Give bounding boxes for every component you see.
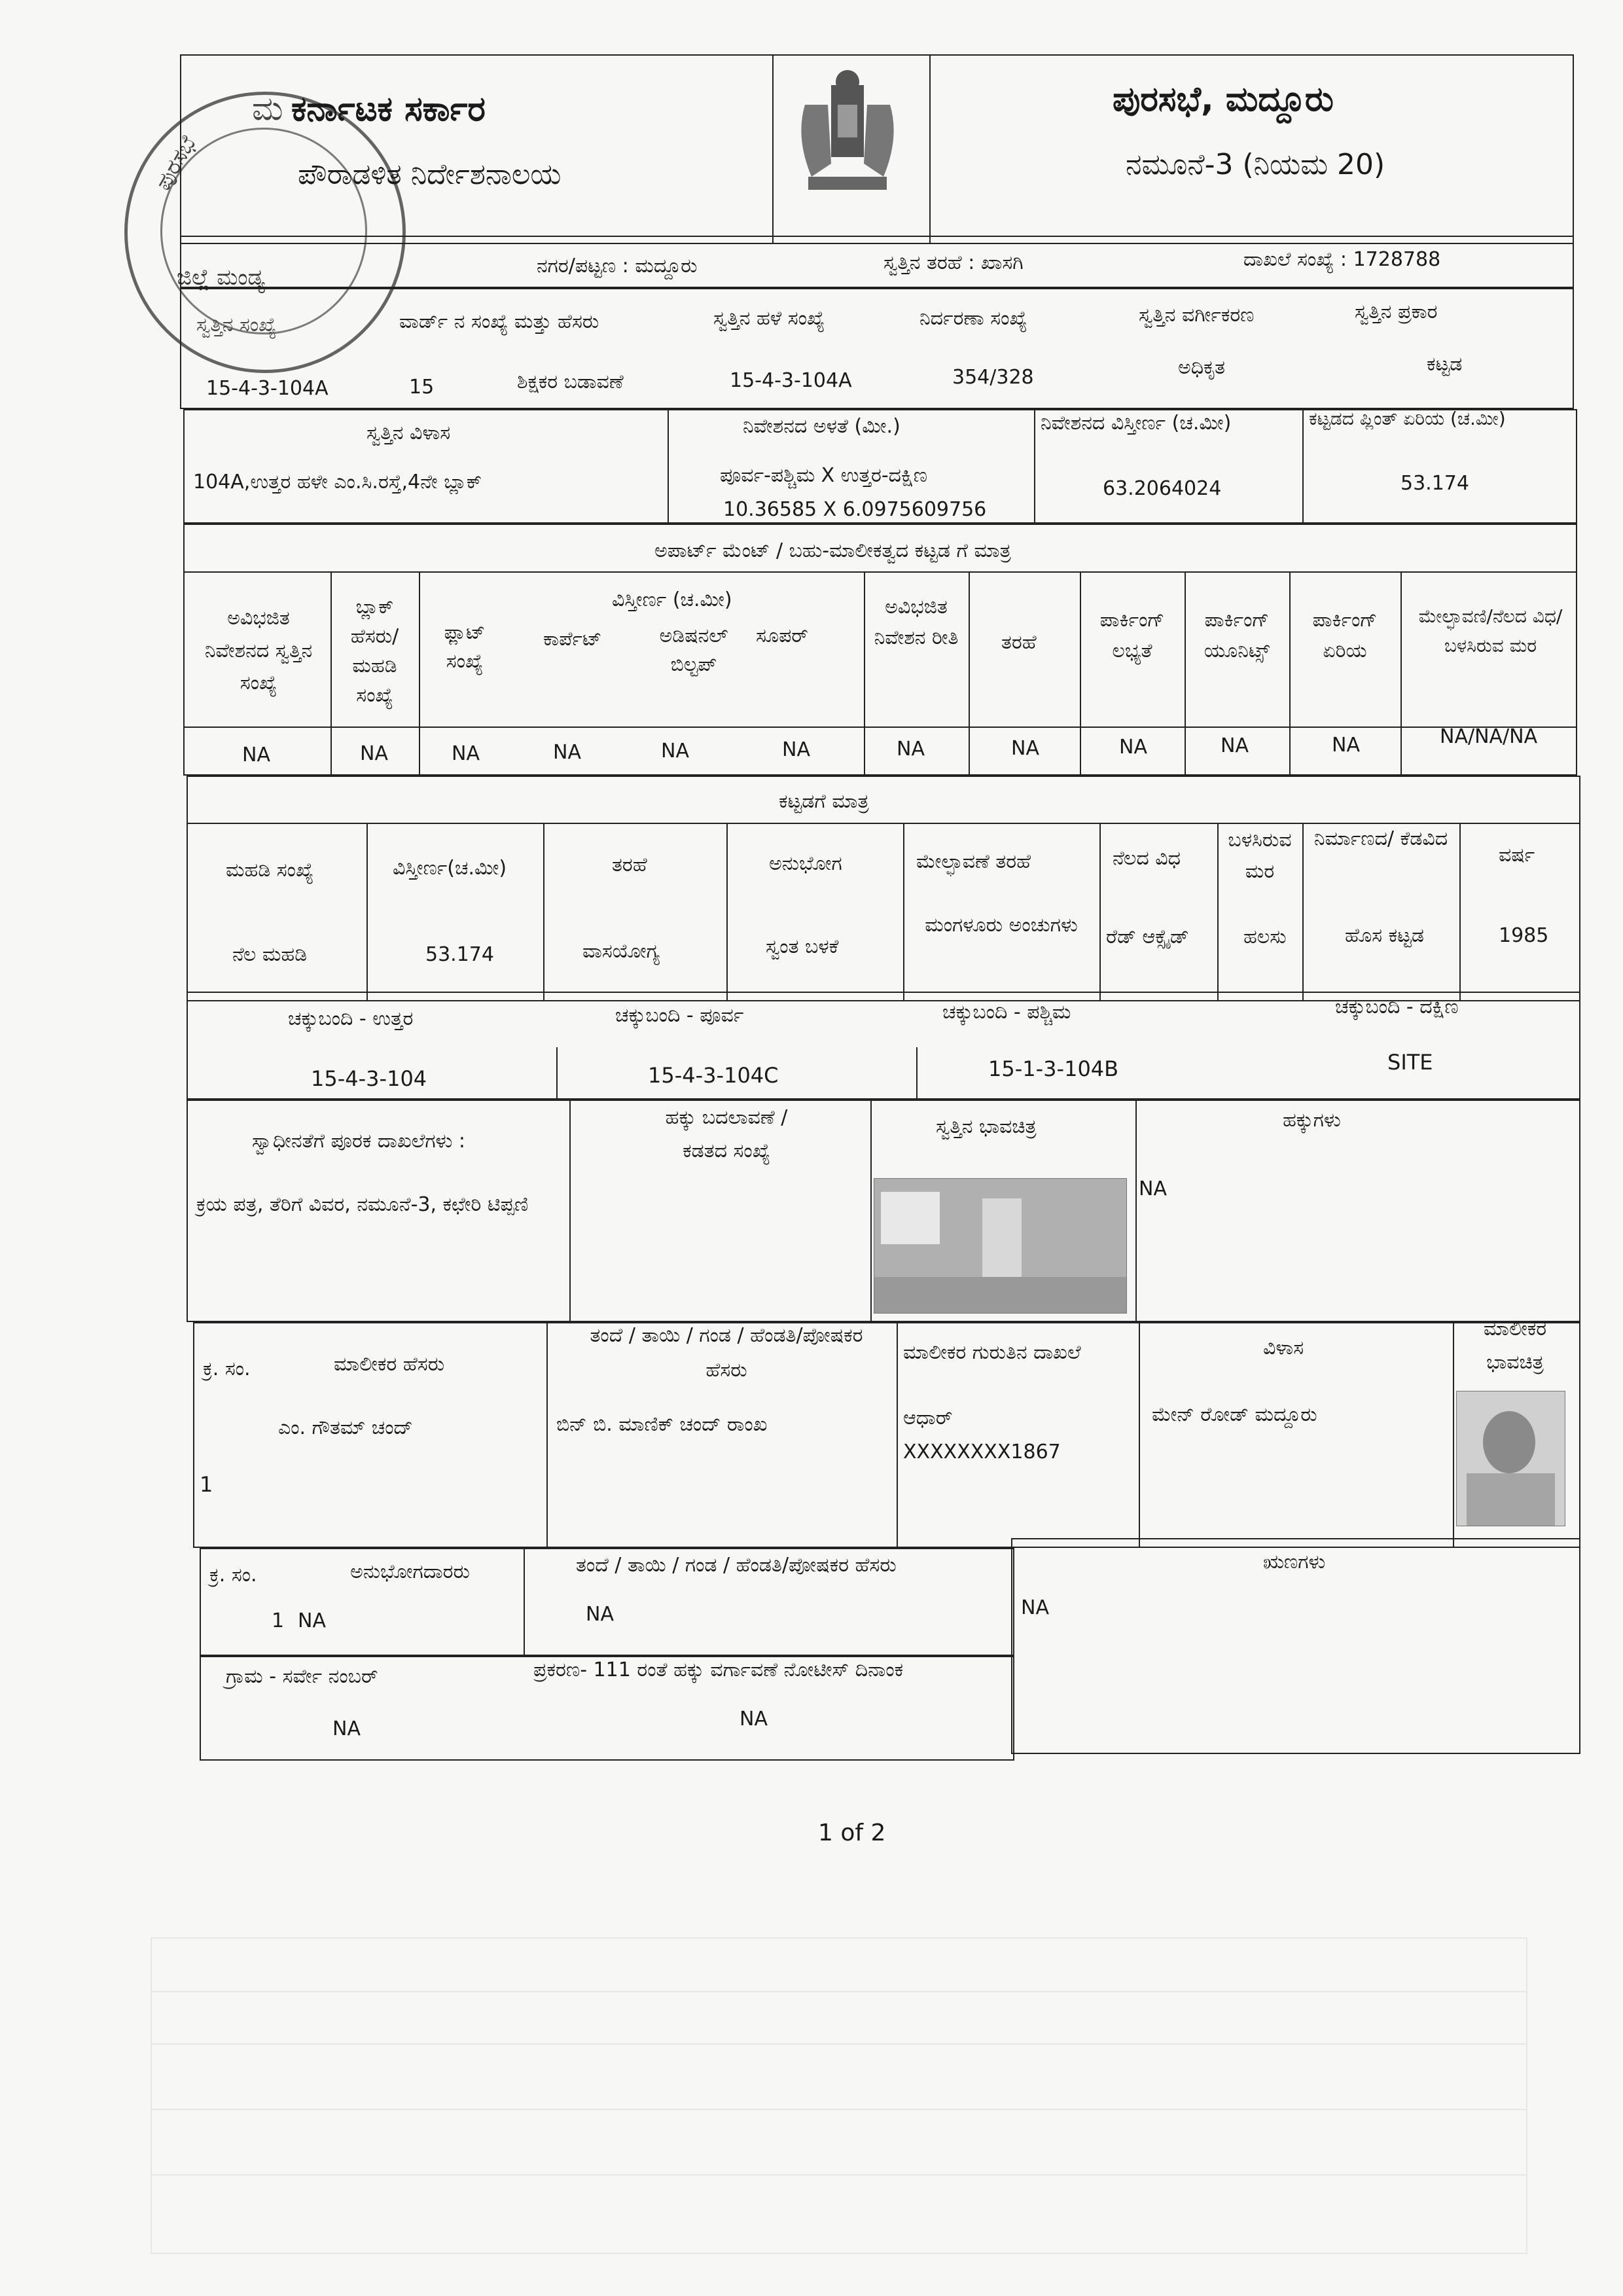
s4-value-status: ಹೊಸ ಕಟ್ಟಡ — [1345, 924, 1424, 947]
s3-header-undivided-method: ಅವಿಭಜಿತ ನಿವೇಶನ ರೀತಿ — [874, 596, 959, 649]
s4-col-divider — [1217, 823, 1219, 1001]
s7-id-value: XXXXXXXX1867 — [903, 1441, 1061, 1463]
s3-header-parking-units: ಪಾರ್ಕಿಂಗ್ ಯೂನಿಟ್ಸ್ — [1204, 609, 1270, 662]
s6-divider — [870, 1100, 872, 1322]
s5-divider — [556, 1047, 558, 1100]
s3-header-roof: ಮೇಲ್ಛಾವಣಿ/ನೆಲದ ವಿಧ/ಬಳಸಿರುವ ಮರ — [1418, 605, 1563, 656]
stamp-prefix-text: ಮ — [252, 90, 283, 128]
s1-header-ward: ವಾರ್ಡ್ ನ ಸಂಖ್ಯೆ ಮತ್ತು ಹೆಸರು — [399, 310, 599, 333]
s4-value-wood: ಹಲಸು — [1243, 925, 1287, 948]
s3-header-block: ಬ್ಲಾಕ್ ಹೆಸರು/ ಮಹಡಿ ಸಂಖ್ಯೆ — [350, 596, 399, 707]
s9-survey: NA — [332, 1717, 361, 1740]
s7-address: ಮೇನ್ ರೋಡ್ ಮದ್ದೂರು — [1152, 1403, 1317, 1426]
s6-docs-value: ಕ್ರಯ ಪತ್ರ, ತೆರಿಗೆ ವಿವರ, ನಮೂನೆ-3, ಕಛೇರಿ ಟಿಪ್ಪಣಿ — [196, 1193, 529, 1216]
s7-divider — [897, 1322, 898, 1548]
s4-col-divider — [1099, 823, 1101, 1001]
s4-value-usage: ಸ್ವಂತ ಬಳಕೆ — [766, 935, 839, 958]
show-through-line — [152, 1991, 1526, 1992]
s3-value: NA — [661, 740, 689, 762]
municipality-title: ಪುರಸಭೆ, ಮದ್ದೂರು — [1113, 80, 1334, 119]
s7-sno: 1 — [200, 1472, 213, 1497]
s2-dimension-label: ಪೂರ್ವ-ಪಶ್ಚಿಮ X ಉತ್ತರ-ದಕ್ಷಿಣ — [720, 464, 927, 487]
s7-header-sno: ಕ್ರ. ಸಂ. — [203, 1357, 251, 1380]
s8-header-occupant: ಅನುಭೋಗದಾರರು — [350, 1560, 470, 1583]
s8-liabilities: NA — [1021, 1596, 1049, 1619]
s3-header-parking-area: ಪಾರ್ಕಿಂಗ್ ಏರಿಯ — [1312, 609, 1378, 662]
s3-header-flat: ಫ್ಲಾಟ್ ಸಂಖ್ಯೆ — [444, 621, 486, 673]
s8-divider — [524, 1548, 525, 1656]
town-label: ನಗರ/ಪಟ್ಟಣ : ಮದ್ದೂರು — [537, 255, 698, 278]
s3-header-area: ವಿಸ್ತೀರ್ಣ (ಚ.ಮೀ) — [612, 588, 732, 611]
s4-col-divider — [1459, 823, 1461, 1001]
s3-value: NA — [1221, 734, 1249, 757]
s9-header-survey: ಗ್ರಾಮ - ಸರ್ವೇ ನಂಬರ್ — [226, 1665, 378, 1688]
s3-value: NA — [553, 741, 581, 764]
s4-value-type: ವಾಸಯೋಗ್ಯ — [582, 940, 660, 963]
s1-type: ಕಟ್ಟಡ — [1427, 353, 1463, 376]
s2-header-address: ಸ್ವತ್ತಿನ ವಿಳಾಸ — [366, 422, 451, 444]
s3-value: NA — [1011, 737, 1039, 760]
s2-divider-1 — [668, 409, 669, 524]
s3-col-divider — [1289, 571, 1291, 776]
s4-header: ತರಹೆ — [612, 853, 647, 876]
record-number-label: ದಾಖಲೆ ಸಂಖ್ಯೆ : 1728788 — [1243, 248, 1441, 271]
s4-header: ನಿರ್ಮಾಣದ/ ಕೆಡವಿದ — [1313, 827, 1448, 850]
s6-rights-value: NA — [1139, 1177, 1167, 1200]
s3-header-carpet: ಕಾರ್ಪೆಟ್ — [543, 628, 602, 651]
s4-header: ನೆಲದ ವಿಧ — [1113, 847, 1181, 870]
property-type-label: ಸ್ವತ್ತಿನ ತರಹೆ : ಖಾಸಗಿ — [883, 251, 1024, 274]
s1-header-old-no: ಸ್ವತ್ತಿನ ಹಳೆ ಸಂಖ್ಯೆ — [713, 307, 825, 330]
s7-divider — [1453, 1322, 1454, 1548]
s3-title-divider — [183, 571, 1577, 573]
s2-header-plinth-area: ಕಟ್ಟಡದ ಪ್ಲಿಂತ್ ಏರಿಯ (ಚ.ಮೀ) — [1309, 408, 1506, 429]
show-through-table — [151, 1937, 1527, 2254]
s3-value: NA — [452, 742, 480, 765]
s6-divider — [569, 1100, 571, 1322]
header-divider-right — [929, 54, 931, 244]
s3-row-divider — [183, 726, 1577, 728]
s6-divider — [1135, 1100, 1137, 1322]
s1-old-no: 15-4-3-104A — [730, 369, 852, 392]
s6-header-rights: ಹಕ್ಕುಗಳು — [1283, 1109, 1341, 1132]
s3-value: NA — [782, 738, 810, 761]
s1-classification: ಅಧಿಕೃತ — [1178, 356, 1226, 379]
s7-id-type: ಆಧಾರ್ — [903, 1407, 953, 1429]
s2-site-area: 63.2064024 — [1103, 477, 1222, 500]
s3-col-divider — [419, 571, 420, 776]
s3-col-divider — [1185, 571, 1186, 776]
s3-value: NA — [1119, 736, 1147, 759]
s1-header-type: ಸ್ವತ್ತಿನ ಪ್ರಕಾರ — [1355, 300, 1438, 323]
s5-header-west: ಚಕ್ಕುಬಂದಿ - ಪಶ್ಚಿಮ — [942, 1001, 1071, 1024]
s3-col-divider — [1400, 571, 1402, 776]
show-through-line — [152, 2109, 1526, 2110]
show-through-line — [152, 2174, 1526, 2176]
stamp-text: ಪುರಸಭೆ — [150, 132, 202, 195]
s2-plinth-area: 53.174 — [1400, 472, 1469, 495]
s7-divider — [546, 1322, 548, 1548]
s7-header-id: ಮಾಲೀಕರ ಗುರುತಿನ ದಾಖಲೆ — [903, 1341, 1081, 1364]
s2-header-site-area: ನಿವೇಶನದ ವಿಸ್ತೀರ್ಣ (ಚ.ಮೀ) — [1041, 412, 1232, 435]
s2-divider-2 — [1034, 409, 1035, 524]
photo-frame — [881, 1192, 940, 1244]
s3-col-divider — [1080, 571, 1081, 776]
s8-occupant: NA — [298, 1609, 326, 1632]
s4-header: ಬಳಸಿರುವ ಮರ — [1228, 829, 1292, 883]
s3-header-super: ಸೂಪರ್ — [756, 624, 808, 647]
s1-assessment-no: 354/328 — [952, 366, 1034, 389]
owner-photo-body — [1467, 1473, 1555, 1526]
s5-header-east: ಚಕ್ಕುಬಂದಿ - ಪೂರ್ವ — [615, 1004, 744, 1027]
s5-divider — [916, 1047, 918, 1100]
s1-header-classification: ಸ್ವತ್ತಿನ ವರ್ಗೀಕರಣ — [1139, 304, 1255, 327]
s6-header-transfer: ಹಕ್ಕು ಬದಲಾವಣೆ / ಕಡತದ ಸಂಖ್ಯೆ — [665, 1106, 788, 1162]
s4-value-floor: ನೆಲ ಮಹಡಿ — [232, 943, 308, 966]
s1-ward-name: ಶಿಕ್ಷಕರ ಬಡಾವಣೆ — [517, 370, 624, 393]
s1-property-no: 15-4-3-104A — [206, 377, 329, 400]
s5-header-south: ಚಕ್ಕುಬಂದಿ - ದಕ್ಷಿಣ — [1335, 996, 1459, 1018]
property-photo — [874, 1178, 1127, 1314]
s7-relation: ಬಿನ್ ಬಿ. ಮಾಣಿಕ್ ಚಂದ್ ರಾಂಖ — [556, 1413, 768, 1436]
s8-header-liabilities: ಋಣಗಳು — [1263, 1551, 1326, 1573]
s2-dimension-value: 10.36585 X 6.0975609756 — [723, 498, 987, 521]
s3-col-divider — [864, 571, 865, 776]
government-title: ಕರ್ನಾಟಕ ಸರ್ಕಾರ — [291, 90, 486, 129]
s4-value-flooring: ರೆಡ್ ಆಕ್ಸೈಡ್ — [1106, 925, 1189, 948]
s4-header: ವಿಸ್ತೀರ್ಣ(ಚ.ಮೀ) — [393, 857, 507, 880]
page-number: 1 of 2 — [818, 1820, 886, 1846]
s6-header-docs: ಸ್ವಾಧೀನತೆಗೆ ಪೂರಕ ದಾಖಲೆಗಳು : — [252, 1130, 466, 1153]
s4-col-divider — [543, 823, 544, 1001]
s3-header-undivided: ಅವಿಭಜಿತ ನಿವೇಶನದ ಸ್ವತ್ತಿನ ಸಂಖ್ಯೆ — [204, 607, 313, 694]
s8-header-sno: ಕ್ರ. ಸಂ. — [209, 1564, 257, 1587]
s7-header-owner-photo: ಮಾಲೀಕರ ಭಾವಚಿತ್ರ — [1483, 1318, 1547, 1374]
s3-value: NA — [897, 738, 925, 761]
photo-floor — [874, 1277, 1126, 1313]
s4-header: ಮಹಡಿ ಸಂಖ್ಯೆ — [226, 859, 314, 882]
s7-header-address: ವಿಳಾಸ — [1263, 1336, 1304, 1359]
s4-col-divider — [366, 823, 368, 1001]
s3-header-type: ತರಹೆ — [1001, 631, 1037, 654]
s5-header-north: ಚಕ್ಕುಬಂದಿ - ಉತ್ತರ — [288, 1007, 414, 1030]
s9-header-notice: ಪ್ರಕರಣ- 111 ರಂತೆ ಹಕ್ಕು ವರ್ಗಾವಣೆ ನೋಟೀಸ್ ದಿನಾಂಕ — [533, 1659, 904, 1681]
section4-box — [187, 776, 1580, 1001]
s6-header-photo: ಸ್ವತ್ತಿನ ಭಾವಚಿತ್ರ — [936, 1115, 1037, 1138]
s7-divider — [1139, 1322, 1140, 1548]
s5-value-west: 15-1-3-104B — [988, 1056, 1119, 1081]
s1-header-property-no: ಸ್ವತ್ತಿನ ಸಂಖ್ಯೆ — [196, 314, 277, 336]
s2-header-dimensions: ನಿವೇಶನದ ಅಳತೆ (ಮೀ.) — [743, 415, 901, 438]
s4-col-divider — [903, 823, 904, 1001]
s3-value: NA — [242, 744, 270, 766]
s3-value: NA — [360, 742, 388, 765]
s2-divider-3 — [1302, 409, 1304, 524]
s2-address: 104A,ಉತ್ತರ ಹಳೇ ಎಂ.ಸಿ.ರಸ್ತೆ,4ನೇ ಬ್ಲಾಕ್ — [193, 471, 482, 493]
s3-title: ಅಪಾರ್ಟ್ ಮೆಂಟ್ / ಬಹು-ಮಾಲೀಕತ್ವದ ಕಟ್ಟಡ ಗೆ ಮಾತ್ರ — [654, 539, 1011, 562]
s4-value-roof: ಮಂಗಳೂರು ಅಂಚುಗಳು — [925, 914, 1078, 937]
s4-header: ಅನುಭೋಗ — [769, 852, 842, 875]
s7-header-owner: ಮಾಲೀಕರ ಹೆಸರು — [334, 1353, 445, 1376]
s9-notice: NA — [740, 1708, 768, 1731]
s1-header-assessment-no: ನಿರ್ದರಣಾ ಸಂಖ್ಯೆ — [919, 307, 1027, 330]
s4-col-divider — [1302, 823, 1304, 1001]
karnataka-emblem-icon — [792, 65, 903, 196]
owner-photo — [1456, 1391, 1565, 1526]
s3-header-additional: ಅಡಿಷನಲ್ ಬಿಲ್ಟಪ್ — [659, 624, 728, 676]
show-through-line — [152, 2043, 1526, 2045]
s1-ward-no: 15 — [409, 376, 435, 399]
directorate-title: ಪೌರಾಡಳಿತ ನಿರ್ದೇಶನಾಲಯ — [298, 158, 562, 191]
s5-value-south: SITE — [1387, 1050, 1433, 1075]
s5-value-north: 15-4-3-104 — [311, 1066, 427, 1091]
s4-value-area: 53.174 — [425, 943, 494, 966]
owner-photo-face — [1483, 1411, 1535, 1473]
stamp-city: ಜಿಲ್ಲೆ ಮಂಡ್ಯ — [177, 264, 265, 291]
s3-header-parking-availability: ಪಾರ್ಕಿಂಗ್ ಲಭ್ಯತೆ — [1099, 609, 1165, 662]
s4-header: ವರ್ಷ — [1499, 844, 1535, 867]
s4-title: ಕಟ್ಟಡಗೆ ಮಾತ್ರ — [779, 790, 869, 813]
s8-relation: NA — [586, 1603, 614, 1626]
header-divider-left — [772, 54, 774, 244]
s3-col-divider — [969, 571, 970, 776]
s4-header: ಮೇಲ್ಛಾವಣೆ ತರಹೆ — [916, 850, 1031, 873]
s4-col-divider — [726, 823, 728, 1001]
s8-header-relation: ತಂದೆ / ತಾಯಿ / ಗಂಡ / ಹೆಂಡತಿ/ಪೋಷಕರ ಹೆಸರು — [576, 1554, 897, 1577]
s3-value: NA/NA/NA — [1440, 725, 1538, 748]
s7-owner: ಎಂ. ಗೌತಮ್ ಚಂದ್ — [278, 1416, 413, 1439]
s7-header-relation: ತಂದೆ / ತಾಯಿ / ಗಂಡ / ಹೆಂಡತಿ/ಪೋಷಕರ ಹೆಸರು — [590, 1324, 863, 1382]
s3-col-divider — [330, 571, 332, 776]
form-title: ನಮೂನೆ-3 (ನಿಯಮ 20) — [1126, 148, 1385, 181]
s4-value-year: 1985 — [1499, 924, 1549, 947]
s5-value-east: 15-4-3-104C — [648, 1063, 779, 1088]
s3-value: NA — [1332, 734, 1360, 757]
s8-sno: 1 — [272, 1609, 285, 1632]
